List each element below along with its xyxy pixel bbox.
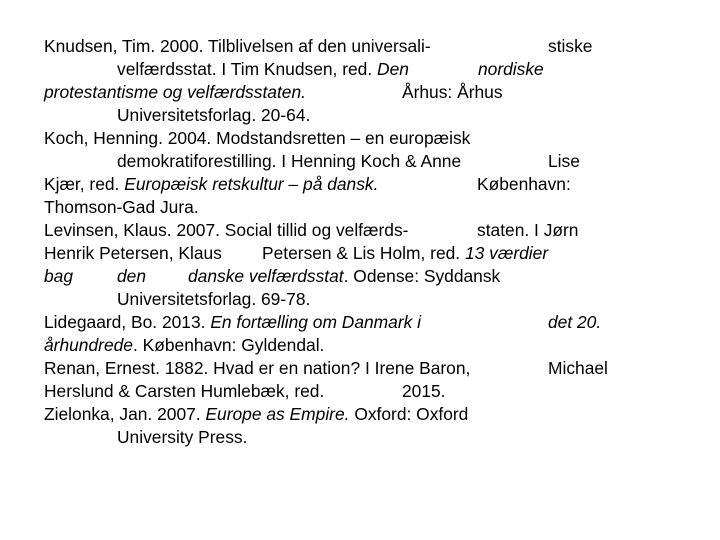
knudsen-line-2: velfærdsstat. I Tim Knudsen, red. Den bbox=[117, 59, 409, 79]
levinsen-line-2: Henrik Petersen, Klaus bbox=[44, 243, 222, 263]
koch-line-3-end: København: bbox=[477, 174, 571, 194]
lidegaard-line-2: århundrede. København: Gyldendal. bbox=[44, 335, 325, 355]
lidegaard-line-1-end: det 20. bbox=[548, 312, 602, 332]
lidegaard-line-1: Lidegaard, Bo. 2013. En fortælling om Danmark i bbox=[44, 312, 422, 332]
koch-line-2-end: Lise bbox=[548, 151, 580, 171]
koch-line-1: Koch, Henning. 2004. Modstandsretten – en europæisk bbox=[44, 128, 471, 148]
levinsen-line-3-b: den bbox=[117, 266, 147, 286]
knudsen-line-4: Universitetsforlag. 20-64. bbox=[117, 105, 311, 125]
zielonka-line-2: University Press. bbox=[117, 427, 248, 447]
levinsen-line-4: Universitetsforlag. 69-78. bbox=[117, 289, 311, 309]
levinsen-line-1: Levinsen, Klaus. 2007. Social tillid og velfærds- bbox=[44, 220, 409, 240]
zielonka-line-1: Zielonka, Jan. 2007. Europe as Empire. Oxford: Oxford bbox=[44, 404, 469, 424]
levinsen-line-3-a: bag bbox=[44, 266, 74, 286]
levinsen-line-3-c: danske velfærdsstat. Odense: Syddansk bbox=[188, 266, 501, 286]
knudsen-line-2-end: nordiske bbox=[478, 59, 544, 79]
knudsen-line-1: Knudsen, Tim. 2000. Tilblivelsen af den universali- bbox=[44, 36, 431, 56]
renan-line-2-end: 2015. bbox=[402, 381, 446, 401]
knudsen-line-3: protestantisme og velfærdsstaten. bbox=[44, 82, 306, 102]
koch-line-2: demokratiforestilling. I Henning Koch & Anne bbox=[117, 151, 462, 171]
renan-line-1: Renan, Ernest. 1882. Hvad er en nation? I Irene Baron, bbox=[44, 358, 471, 378]
levinsen-line-2-mid: Petersen & Lis Holm, red. 13 værdier bbox=[262, 243, 549, 263]
koch-line-3: Kjær, red. Europæisk retskultur – på dansk. bbox=[44, 174, 379, 194]
levinsen-line-1-end: staten. I Jørn bbox=[477, 220, 579, 240]
knudsen-line-3-end: Århus: Århus bbox=[402, 82, 503, 102]
renan-line-1-end: Michael bbox=[548, 358, 608, 378]
renan-line-2: Herslund & Carsten Humlebæk, red. bbox=[44, 381, 325, 401]
knudsen-line-1-end: stiske bbox=[548, 36, 593, 56]
koch-line-4: Thomson-Gad Jura. bbox=[44, 197, 199, 217]
